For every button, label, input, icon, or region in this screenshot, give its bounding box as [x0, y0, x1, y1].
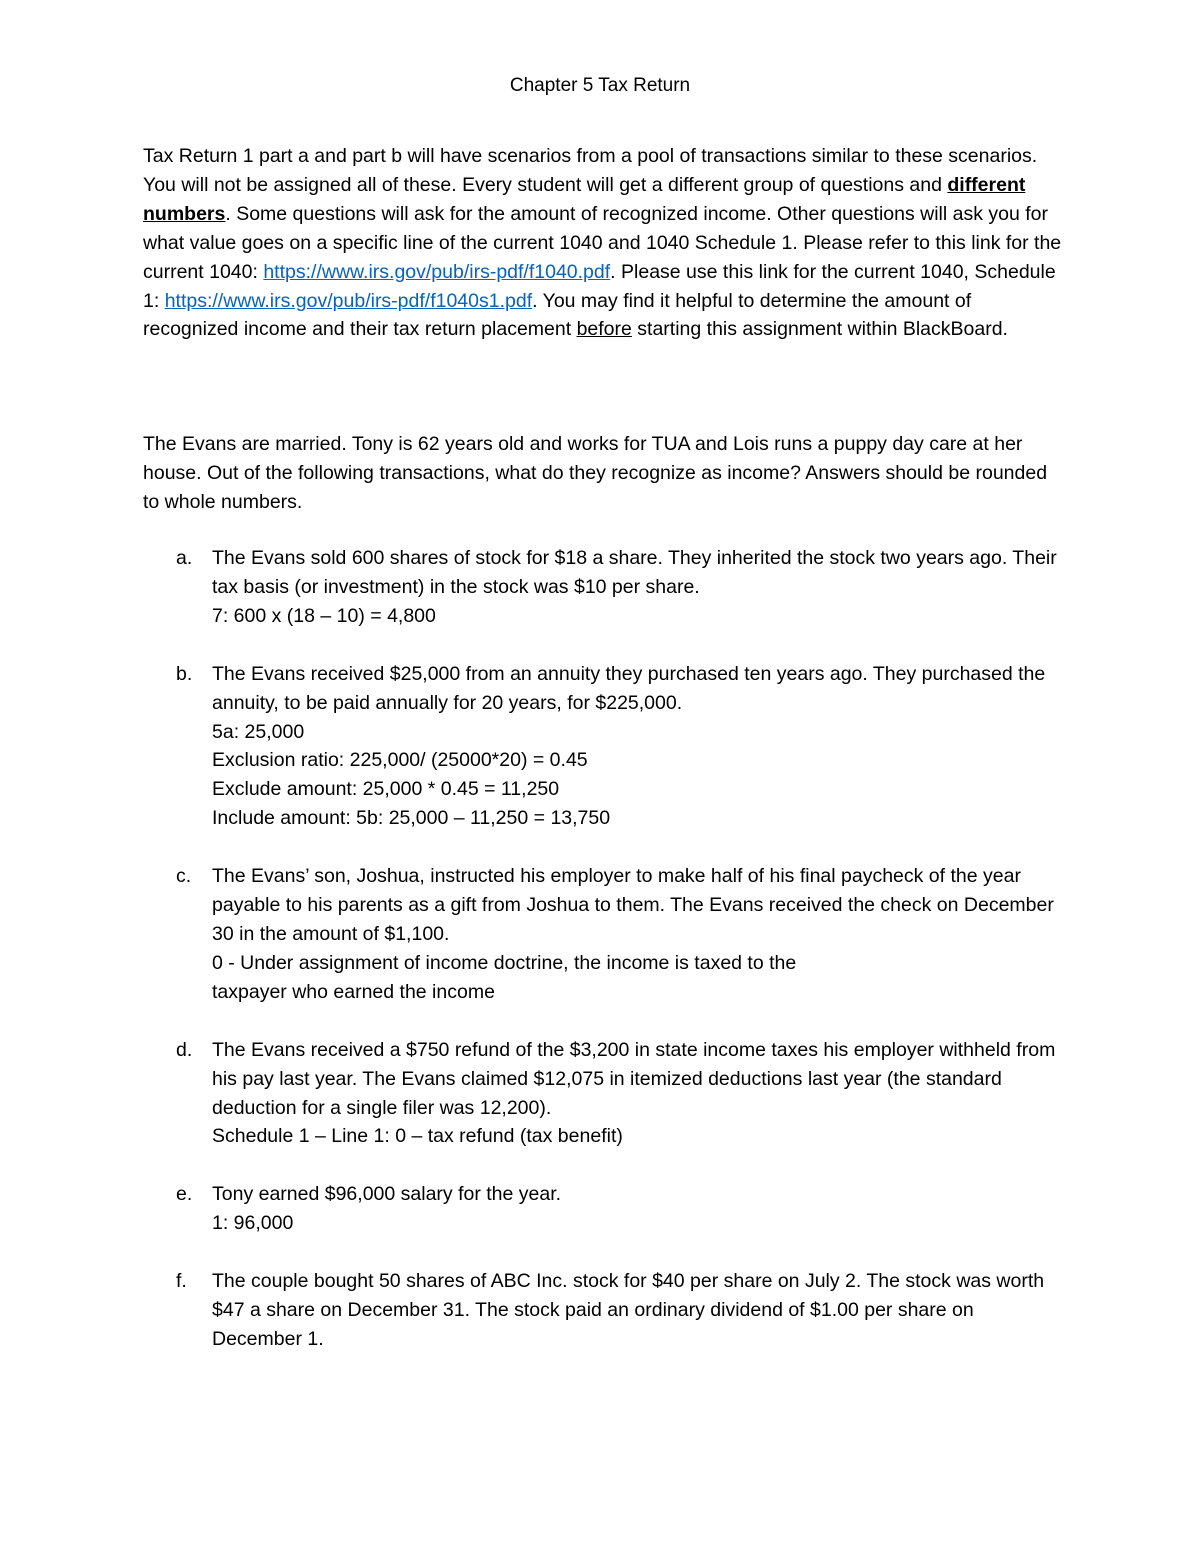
item-answer: Schedule 1 – Line 1: 0 – tax refund (tax benefit) — [212, 1125, 623, 1148]
item-question: The Evans received $25,000 from an annuity they purchased ten years ago. They purchased the annuity, to be paid annually for 20 years, for $225,000. — [212, 662, 1046, 714]
item-answer: Include amount: 5b: 25,000 – 11,250 = 13,750 — [212, 807, 611, 830]
item-content — [212, 1267, 1068, 1354]
item-content — [212, 660, 1068, 833]
intro-paragraph — [143, 142, 1068, 344]
list-item — [143, 1267, 1068, 1354]
intro-text-3: . Please use this link for the current 1040, Schedule 1: — [143, 260, 1056, 312]
item-answer: 5a: 25,000 — [212, 720, 305, 743]
item-question: The Evans received a $750 refund of the $3,200 in state income taxes his employer withheld from his pay last year. The Evans claimed $12,075 in itemized deductions last year (the standard deduction for a single filer was 12,200). — [212, 1038, 1056, 1119]
item-answer: 0 - Under assignment of income doctrine, the income is taxed to the — [212, 951, 797, 974]
item-answer: taxpayer who earned the income — [212, 980, 495, 1003]
item-content — [212, 544, 1068, 631]
list-item — [143, 544, 1068, 631]
list-item — [143, 660, 1068, 833]
item-letter: b. — [176, 662, 193, 685]
item-question: The couple bought 50 shares of ABC Inc. stock for $40 per share on July 2. The stock was worth $47 a share on December 31. The stock paid an ordinary dividend of $1.00 per share on December 1. — [212, 1270, 1045, 1350]
transaction-list — [143, 544, 1068, 1383]
item-letter: f. — [176, 1270, 187, 1293]
item-answer: 7: 600 x (18 – 10) = 4,800 — [212, 604, 436, 627]
list-item — [143, 862, 1068, 1007]
form-1040-link[interactable]: https://www.irs.gov/pub/irs-pdf/f1040.pdf — [263, 260, 611, 283]
page-header: Chapter 5 Tax Return — [509, 75, 691, 96]
item-answer: Exclusion ratio: 225,000/ (25000*20) = 0.45 — [212, 749, 588, 772]
intro-text-4: . You may find it helpful to determine the amount of recognized income and their tax return placement — [143, 289, 972, 341]
item-letter: a. — [176, 547, 193, 569]
intro-text-2: . Some questions will ask for the amount of recognized income. Other questions will ask you for what value goes on a specific line of the current 1040 and 1040 Schedule 1. Please refer to this link for the current 1040: — [143, 202, 1062, 283]
item-answer: Exclude amount: 25,000 * 0.45 = 11,250 — [212, 778, 560, 801]
item-content — [212, 1036, 1068, 1152]
item-question: The Evans sold 600 shares of stock for $18 a share. They inherited the stock two years ago. Their tax basis (or investment) in the stock was $10 per share. — [212, 547, 1057, 598]
item-question: The Evans’ son, Joshua, instructed his employer to make half of his final paycheck of the year payable to his parents as a gift from Joshua to them. The Evans received the check on December 30 in the amount of $1,100. — [212, 865, 1054, 945]
intro-text-1: Tax Return 1 part a and part b will have scenarios from a pool of transactions similar to these scenarios. You will not be assigned all of these. Every student will get a different group of questions and — [143, 145, 1038, 196]
list-item — [143, 1180, 1068, 1238]
intro-text-5: starting this assignment within BlackBoard. — [631, 318, 1008, 341]
item-letter: d. — [176, 1038, 193, 1061]
item-letter: e. — [176, 1183, 193, 1206]
different-numbers-emphasis: different numbers — [143, 173, 1026, 225]
list-item — [143, 1036, 1068, 1152]
item-question: Tony earned $96,000 salary for the year. — [212, 1183, 562, 1206]
item-answer: 1: 96,000 — [212, 1212, 294, 1235]
item-content — [212, 862, 1068, 1007]
scenario-paragraph: The Evans are married. Tony is 62 years old and works for TUA and Lois runs a puppy day care at her house. Out of the following transactions, what do they recognize as income? Answers should be rounded to whole numbers. — [143, 433, 1048, 513]
schedule-1-link[interactable]: https://www.irs.gov/pub/irs-pdf/f1040s1.pdf — [164, 289, 533, 312]
item-letter: c. — [176, 865, 192, 888]
before-emphasis: before — [576, 318, 632, 341]
item-content — [212, 1180, 1068, 1238]
